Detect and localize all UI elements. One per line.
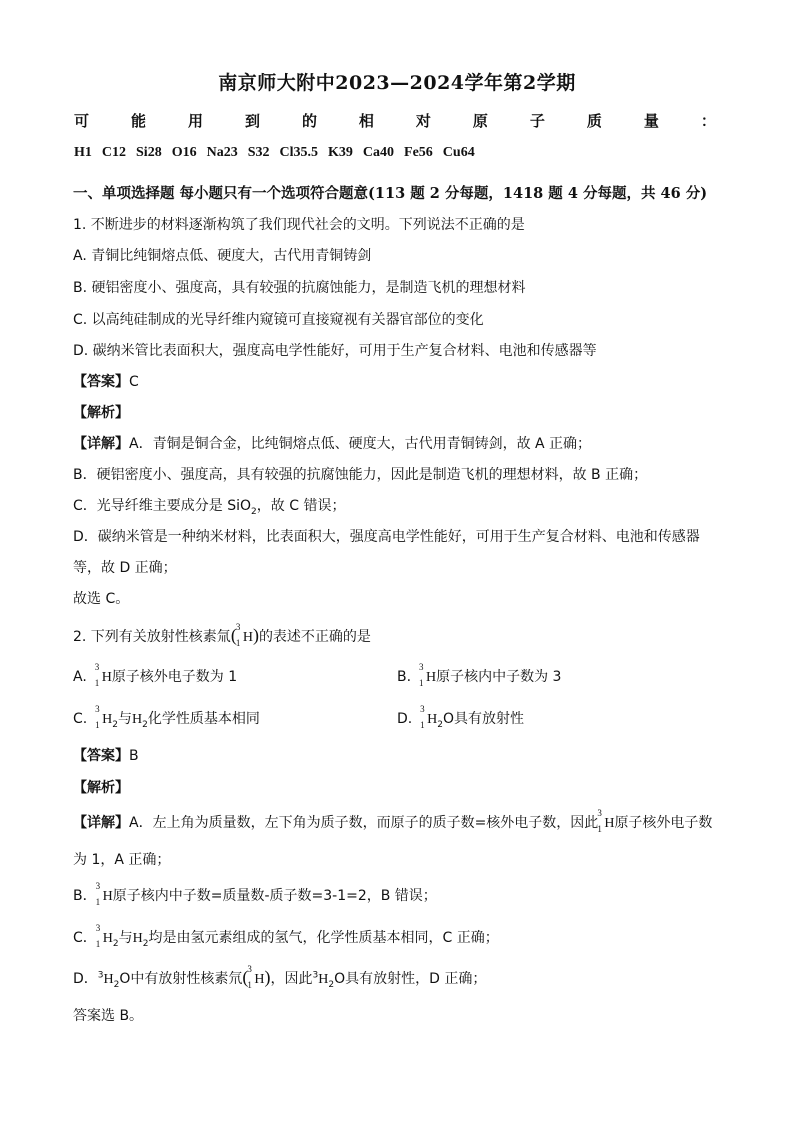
q2-analysis-label: 【解析】	[73, 780, 129, 796]
atomic-mass-item: S32	[247, 145, 270, 160]
atomic-mass-item: Cl35.5	[279, 145, 319, 160]
q1-analysis-label: 【解析】	[73, 405, 129, 421]
q1-detail-d1: D．碳纳米管是一种纳米材料，比表面积大，强度高电学性能好，可用于生产复合材料、电池和传感器	[73, 529, 700, 545]
q2-option-c: C. 3 1 $H_2$与$H_2$化学性质基本相同	[73, 704, 260, 730]
q2-answer: 【答案】B	[73, 748, 139, 764]
q2-detail-d: D．$^3H_2O$中有放射性核素氘( 3 1 H)，因此$^3H_2O$具有放射性，D 正确；	[73, 964, 487, 990]
mass-label-char: 可	[74, 112, 90, 130]
q1-detail-d2: 等，故 D 正确；	[73, 560, 177, 576]
q2-detail-a2: 为 1，A 正确；	[73, 852, 171, 868]
q1-option-a: A. 青铜比纯铜熔点低、硬度大，古代用青铜铸剑	[73, 248, 372, 264]
q2-detail-c: C． 3 1 $H_2$与$H_2$均是由氢元素组成的氢气，化学性质基本相同，C 正确；	[73, 923, 499, 949]
q1-stem: 1. 不断进步的材料逐渐构筑了我们现代社会的文明。下列说法不正确的是	[73, 217, 525, 233]
mass-label-char: 用	[187, 112, 203, 130]
atomic-mass-item: K39	[328, 145, 353, 160]
q2-conclusion: 答案选 B。	[73, 1008, 144, 1024]
atomic-mass-item: C12	[101, 145, 127, 160]
q1-conclusion: 故选 C。	[73, 591, 130, 607]
q2-option-a: A. 3 1 H原子核外电子数为 1	[73, 662, 238, 688]
q2-stem: 2. 下列有关放射性核素氚( 3 1 H)的表述不正确的是	[73, 622, 371, 648]
q1-detail-a: 【详解】A．青铜是铜合金，比纯铜熔点低、硬度大，古代用青铜铸剑，故 A 正确；	[73, 436, 592, 452]
mass-label-char: ：	[700, 112, 716, 130]
mass-label-char: 的	[301, 112, 317, 130]
atomic-mass-item: Si28	[136, 145, 162, 160]
atomic-mass-item: Ca40	[362, 145, 395, 160]
mass-label-char: 对	[415, 112, 431, 130]
q1-option-c: C. 以高纯硅制成的光导纤维内窥镜可直接窥视有关器官部位的变化	[73, 312, 484, 328]
mass-label-char: 相	[358, 112, 374, 130]
q2-detail-a: 【详解】A．左上角为质量数，左下角为质子数，而原子的质子数=核外电子数，因此 3 1 H原子核外电子数	[73, 808, 713, 834]
q1-option-d: D. 碳纳米管比表面积大，强度高电学性能好，可用于生产复合材料、电池和传感器等	[73, 343, 597, 359]
section-heading: 一、单项选择题 每小题只有一个选项符合题意(113 题 2 分每题，1418 题 4 分每题，共 46 分)	[73, 185, 708, 202]
mass-label-char: 到	[244, 112, 260, 130]
atomic-mass-item: Fe56	[404, 145, 433, 160]
mass-label-char: 能	[130, 112, 146, 130]
mass-label-char: 子	[529, 112, 545, 130]
atomic-mass-item: Cu64	[442, 145, 475, 160]
q1-answer	[73, 371, 139, 391]
atomic-mass-label	[74, 110, 716, 131]
answer-label: 【答案】	[73, 374, 129, 390]
atomic-mass-list	[74, 145, 475, 161]
mass-label-char: 量	[643, 112, 659, 130]
atomic-mass-item: H1	[74, 145, 92, 160]
q1-option-b: B. 硬铝密度小、强度高，具有较强的抗腐蚀能力，是制造飞机的理想材料	[73, 280, 526, 296]
mass-label-char: 原	[472, 112, 488, 130]
q1-detail-c: C．光导纤维主要成分是 SiO$_2$，故 C 错误；	[73, 498, 346, 517]
mass-label-char: 质	[586, 112, 602, 130]
tritium-symbol: 3 1 H	[235, 622, 253, 648]
atomic-mass-item: Na23	[206, 145, 238, 160]
page-title: 南京师大附中2023—2024学年第2学期	[218, 72, 576, 94]
q2-option-b: B. 3 1 H原子核内中子数为 3	[397, 662, 562, 688]
q2-option-d: D. 3 1 $H_2O$具有放射性	[397, 704, 525, 730]
q2-detail-b: B． 3 1 H原子核内中子数=质量数-质子数=3-1=2，B 错误；	[73, 881, 437, 907]
answer-value: C	[129, 374, 139, 390]
atomic-mass-item: O16	[171, 145, 197, 160]
q1-detail-b: B．硬铝密度小、强度高，具有较强的抗腐蚀能力，因此是制造飞机的理想材料，故 B 正确；	[73, 467, 648, 483]
